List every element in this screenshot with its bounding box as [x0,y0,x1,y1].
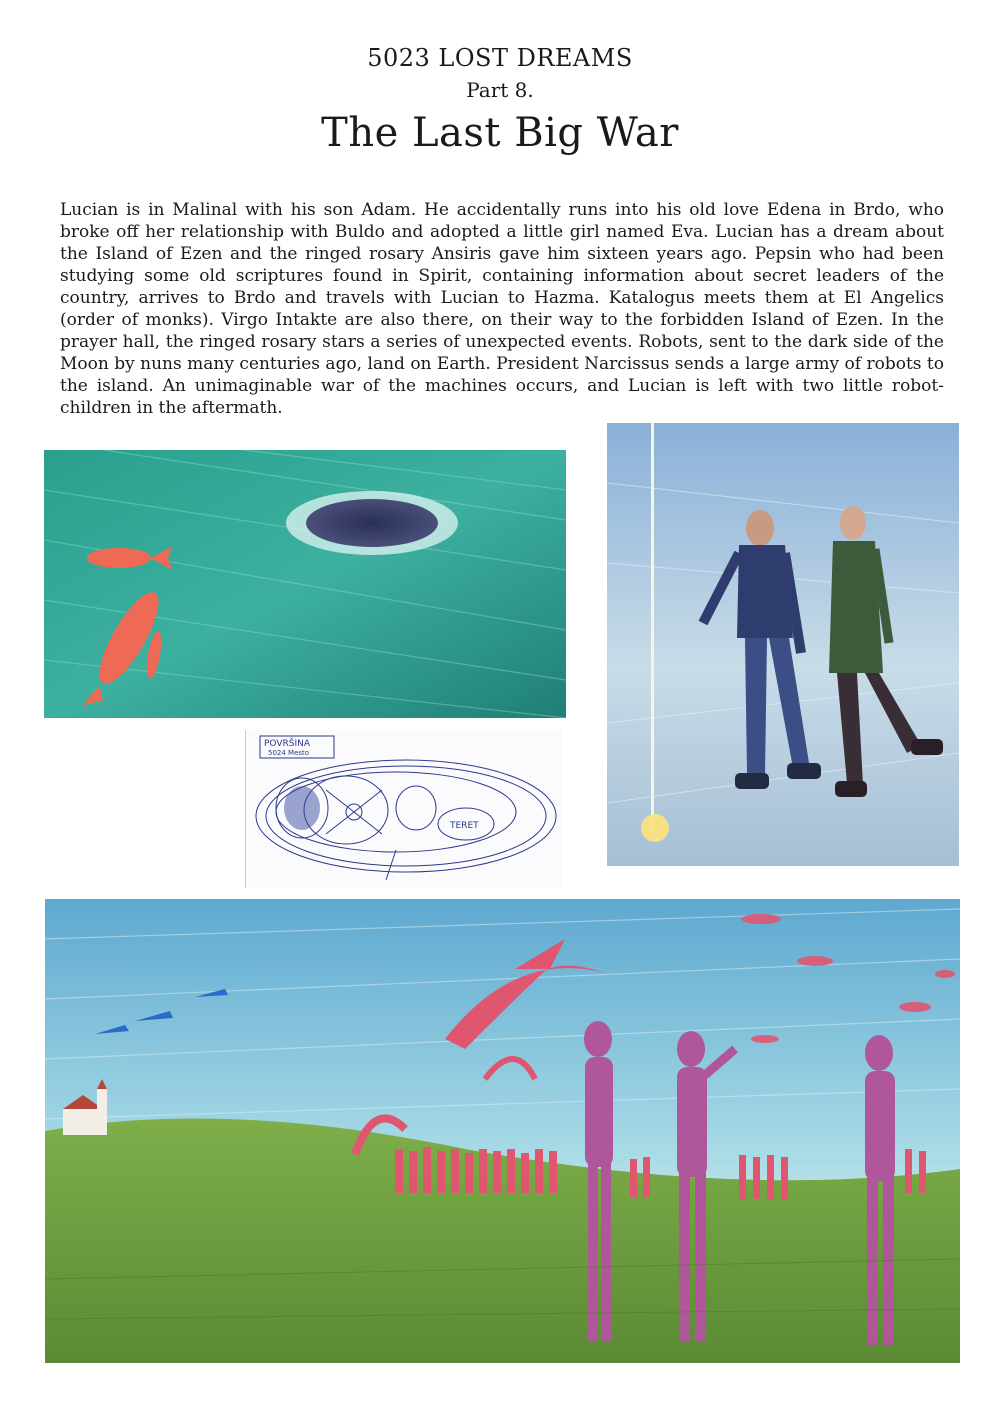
pen-sketch-diagram [245,730,562,888]
light-spark [641,814,669,842]
painting-couple-walking [607,423,959,866]
painting-war-of-machines [45,899,960,1363]
dark-portal [306,499,438,547]
page-title: The Last Big War [321,110,679,156]
sketch-circle-label: TERET [450,821,479,831]
painting-fish-portal [44,450,566,718]
sketch-box-label: POVRŠINA [264,739,311,749]
part-label: Part 8. [466,78,534,102]
synopsis-paragraph: Lucian is in Malinal with his son Adam. He accidentally runs into his old love Edena in Brdo, who broke off her relationship with Buldo and adopted a little girl named Eva. Lucian has a dream about the Island of Ezen and the ringed rosary Ansiris gave him sixteen years ago. Pepsin who had been studying some old scriptures found in Spirit, containing information about secret leaders of the country, arrives to Brdo and travels with Lucian to Hazma. Katalogus meets them at El Angelics (order of monks). Virgo Intakte are also there, on their way to the forbidden Island of Ezen. In the prayer hall, the ringed rosary stars a series of unexpected events. Robots, sent to the dark side of the Moon by nuns many centuries ago, land on Earth. President Narcissus sends a large army of robots to the island. An unimaginable war of the machines occurs, and Lucian is left with two little robot-children in the aftermath. [60,200,944,418]
series-title: 5023 LOST DREAMS [367,44,633,72]
sketch-box-sublabel: 5024 Mesto [268,749,310,757]
